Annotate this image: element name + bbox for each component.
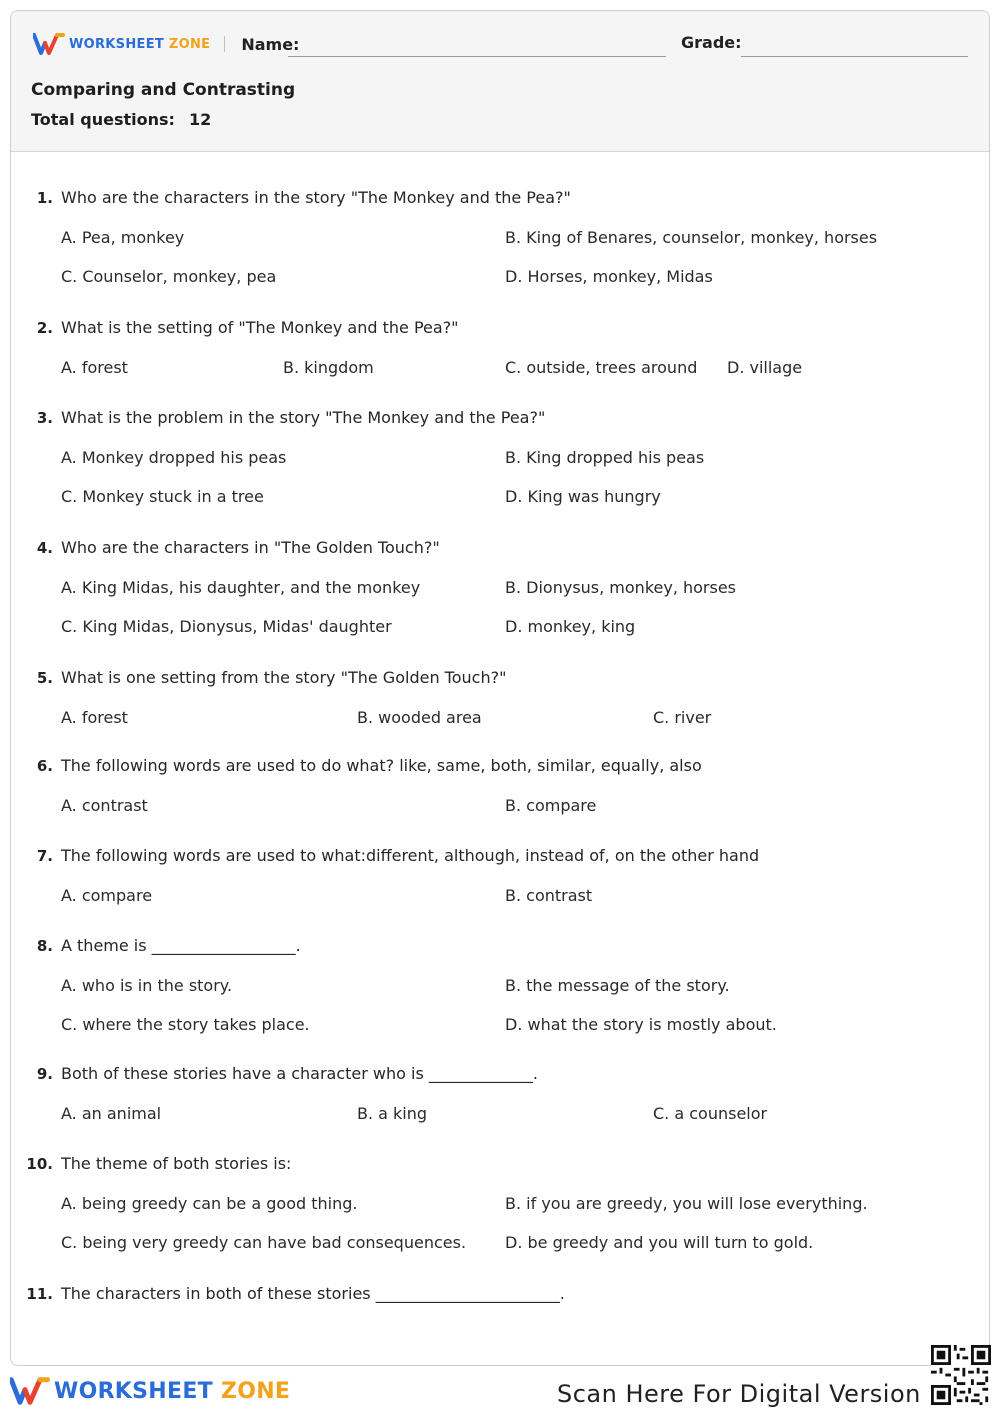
answer-option[interactable]: C. river bbox=[653, 708, 712, 727]
question-text: What is the problem in the story "The Monkey and the Pea?" bbox=[61, 408, 546, 427]
question-number: 5. bbox=[36, 669, 53, 687]
footer-brand-logo bbox=[10, 1376, 290, 1406]
answer-option[interactable]: A. being greedy can be a good thing. bbox=[61, 1194, 358, 1213]
answer-option[interactable]: B. wooded area bbox=[357, 708, 482, 727]
answer-option[interactable]: C. King Midas, Dionysus, Midas' daughter bbox=[61, 617, 392, 636]
qr-code-icon[interactable] bbox=[931, 1345, 991, 1405]
answer-option[interactable]: A. Monkey dropped his peas bbox=[61, 448, 287, 467]
worksheet-zone-logo-icon bbox=[10, 1376, 50, 1406]
answer-option[interactable]: C. a counselor bbox=[653, 1104, 768, 1123]
answer-option[interactable]: D. what the story is mostly about. bbox=[505, 1015, 777, 1034]
grade-field[interactable] bbox=[741, 39, 968, 57]
question-text: The following words are used to do what? like, same, both, similar, equally, also bbox=[61, 756, 702, 775]
question-number: 7. bbox=[36, 847, 53, 865]
question-number: 2. bbox=[36, 319, 53, 337]
brand-name: WORKSHEET ZONE bbox=[69, 36, 211, 52]
question-text: The characters in both of these stories _______________________. bbox=[61, 1284, 565, 1303]
total-questions bbox=[31, 110, 211, 129]
answer-option[interactable]: B. Dionysus, monkey, horses bbox=[505, 578, 737, 597]
question-text: Both of these stories have a character who is _____________. bbox=[61, 1064, 538, 1083]
total-questions-value: 12 bbox=[188, 110, 212, 129]
footer-brand-name: WORKSHEET ZONE bbox=[54, 1378, 291, 1404]
brand-logo bbox=[33, 33, 299, 55]
answer-option[interactable]: C. where the story takes place. bbox=[61, 1015, 310, 1034]
question-text: The theme of both stories is: bbox=[61, 1154, 292, 1173]
answer-option[interactable]: B. compare bbox=[505, 796, 597, 815]
answer-option[interactable]: B. King of Benares, counselor, monkey, horses bbox=[505, 228, 878, 247]
answer-option[interactable]: C. outside, trees around bbox=[505, 358, 698, 377]
answer-option[interactable]: D. Horses, monkey, Midas bbox=[505, 267, 713, 286]
answer-option[interactable]: A. an animal bbox=[61, 1104, 162, 1123]
question-text: What is one setting from the story "The Golden Touch?" bbox=[61, 668, 507, 687]
answer-option[interactable]: C. Counselor, monkey, pea bbox=[61, 267, 277, 286]
name-label: Name: bbox=[241, 34, 300, 54]
answer-option[interactable]: A. who is in the story. bbox=[61, 976, 233, 995]
answer-option[interactable]: B. King dropped his peas bbox=[505, 448, 705, 467]
answer-option[interactable]: D. village bbox=[727, 358, 803, 377]
question-number: 3. bbox=[36, 409, 53, 427]
answer-option[interactable]: C. being very greedy can have bad consequences. bbox=[61, 1233, 467, 1252]
answer-option[interactable]: A. contrast bbox=[61, 796, 148, 815]
logo-divider bbox=[224, 36, 225, 52]
question-number: 10. bbox=[26, 1155, 53, 1173]
answer-option[interactable]: D. be greedy and you will turn to gold. bbox=[505, 1233, 814, 1252]
question-text: What is the setting of "The Monkey and the Pea?" bbox=[61, 318, 459, 337]
answer-option[interactable]: B. kingdom bbox=[283, 358, 374, 377]
worksheet-title: Comparing and Contrasting bbox=[31, 80, 296, 100]
question-text: A theme is __________________. bbox=[61, 936, 301, 955]
question-number: 1. bbox=[36, 189, 53, 207]
grade-label: Grade: bbox=[681, 33, 742, 52]
answer-option[interactable]: B. the message of the story. bbox=[505, 976, 730, 995]
question-number: 4. bbox=[36, 539, 53, 557]
answer-option[interactable]: B. contrast bbox=[505, 886, 593, 905]
answer-option[interactable]: B. if you are greedy, you will lose everything. bbox=[505, 1194, 868, 1213]
question-number: 9. bbox=[36, 1065, 53, 1083]
worksheet bbox=[10, 10, 990, 1366]
answer-option[interactable]: B. a king bbox=[357, 1104, 428, 1123]
question-number: 6. bbox=[36, 757, 53, 775]
answer-option[interactable]: A. Pea, monkey bbox=[61, 228, 185, 247]
answer-option[interactable]: A. forest bbox=[61, 358, 128, 377]
question-number: 11. bbox=[26, 1285, 53, 1303]
question-text: Who are the characters in "The Golden Touch?" bbox=[61, 538, 440, 557]
name-field[interactable] bbox=[288, 39, 666, 57]
question-number: 8. bbox=[36, 937, 53, 955]
answer-option[interactable]: D. King was hungry bbox=[505, 487, 661, 506]
answer-option[interactable]: A. forest bbox=[61, 708, 128, 727]
answer-option[interactable]: C. Monkey stuck in a tree bbox=[61, 487, 264, 506]
answer-option[interactable]: A. King Midas, his daughter, and the monkey bbox=[61, 578, 421, 597]
total-questions-label: Total questions: bbox=[31, 110, 175, 129]
answer-option[interactable]: A. compare bbox=[61, 886, 153, 905]
answer-option[interactable]: D. monkey, king bbox=[505, 617, 636, 636]
worksheet-header bbox=[11, 11, 989, 152]
worksheet-zone-logo-icon bbox=[33, 33, 65, 55]
question-text: Who are the characters in the story "The Monkey and the Pea?" bbox=[61, 188, 571, 207]
question-text: The following words are used to what:different, although, instead of, on the other hand bbox=[61, 846, 760, 865]
scan-instruction: Scan Here For Digital Version bbox=[557, 1380, 921, 1408]
